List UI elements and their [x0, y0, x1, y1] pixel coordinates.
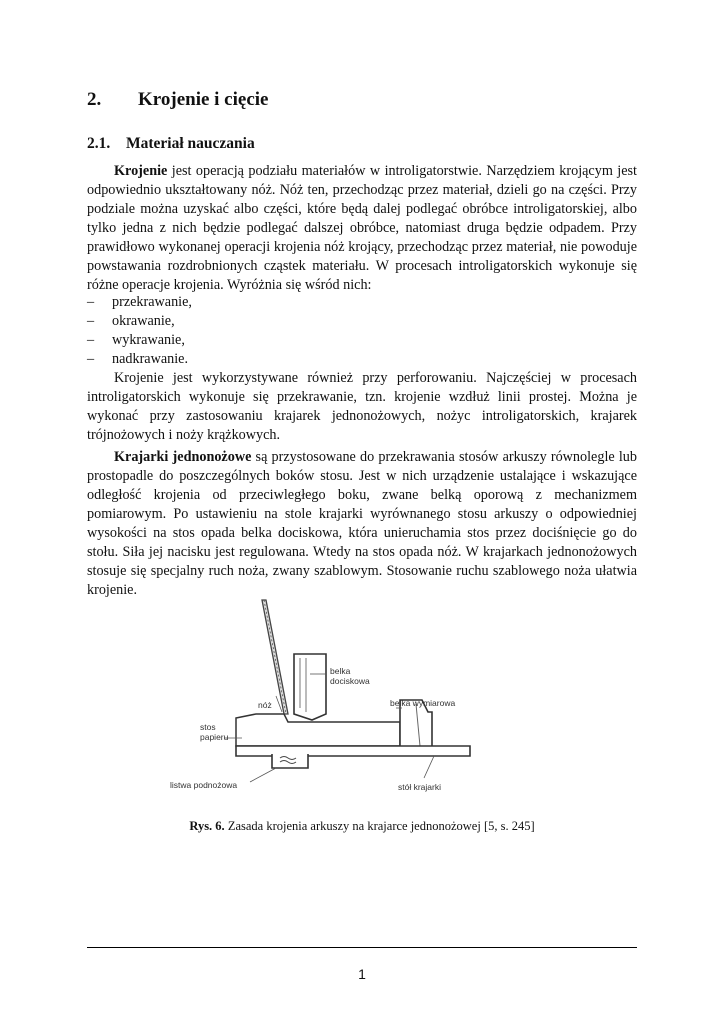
list-dash: –: [87, 313, 95, 329]
cutting-stick: [272, 754, 308, 768]
list-item-text: nadkrawanie.: [112, 351, 189, 367]
paper-stack: [236, 714, 400, 746]
list-item: [87, 331, 185, 350]
chapter-number: 2.: [87, 89, 102, 110]
label-press-beam-line1: belka: [330, 666, 351, 676]
label-press-beam: [330, 666, 370, 686]
label-press-beam-line2: dociskowa: [330, 676, 370, 686]
guillotine-diagram: [160, 596, 480, 808]
page-number: 1: [358, 966, 366, 982]
list-item-text: wykrawanie,: [112, 332, 185, 348]
paragraph-krojenie: [87, 162, 637, 295]
term-krajarki: Krajarki jednonożowe: [114, 449, 252, 465]
chapter-heading: [87, 89, 268, 111]
label-cutting-stick: listwa podnożowa: [170, 780, 238, 790]
list-dash: –: [87, 294, 95, 310]
label-table: stół krajarki: [398, 782, 441, 792]
cutting-table: [236, 746, 470, 756]
list-item-text: okrawanie,: [112, 313, 175, 329]
caption-text: Zasada krojenia arkuszy na krajarce jednonożowej [5, s. 245]: [224, 819, 535, 833]
term-krojenie: Krojenie: [114, 163, 168, 179]
paragraph-krajarki: [87, 448, 637, 600]
chapter-title: Krojenie i cięcie: [138, 89, 269, 110]
list-item: [87, 312, 175, 331]
section-title: Materiał nauczania: [126, 135, 255, 152]
list-item: [87, 293, 192, 312]
figure-caption: [0, 819, 724, 834]
label-back-gauge: belka wymiarowa: [390, 698, 456, 708]
paragraph-krojenie-text: jest operacją podziału materiałów w introligatorstwie. Narzędziem krojącym jest odpowiednio ukształtowany nóż. Nóż ten, przechodząc przez materiał, dzieli go na części. Przy podziale można uzyskać albo części, które będą dalej podlegać obróbce introligatorskiej, albo tylko jedna z nich będzie podlegać dalszej obróbce, natomiast druga będzie odpadem. Przy prawidłowo wykonanej operacji krojenia nóż krojący, przechodząc przez materiał, nie powoduje powstawania rozdrobnionych cząstek materiału. W procesach introligatorskich wykonuje się różne operacje krojenia. Wyróżnia się wśród nich:: [87, 163, 637, 293]
label-stack: [200, 722, 229, 742]
list-item-text: przekrawanie,: [112, 294, 192, 310]
list-item: [87, 350, 188, 369]
knife-blade: [262, 600, 288, 714]
list-dash: –: [87, 351, 95, 367]
paragraph-krajarki-text: są przystosowane do przekrawania stosów arkuszy równolegle lub prostopadle do poszczególnych boków stosu. Jest w nich urządzenie ustalające i wskazujące odległość krojenia od przeciwległego boku, zwane belką oporową z mechanizmem pomiarowym. Po ustawieniu na stole krajarki wyrównanego stosu arkuszy o odpowiedniej wysokości na stos opada belka dociskowa, która unieruchamia stos przez dociśnięcie go do stołu. Siła jej nacisku jest regulowana. Wtedy na stos opada nóż. W krajarkach jednonożowych stosuje się specjalny ruch noża, zwany szablowym. Stosowanie ruchu szablowego noża ułatwia krojenie.: [87, 449, 637, 598]
footer-divider: [87, 947, 637, 948]
section-heading: [87, 135, 255, 153]
paragraph-perforowanie: Krojenie jest wykorzystywane również przy perforowaniu. Najczęściej w procesach introligatorskich wykonuje się przekrawanie, tzn. krojenie wzdłuż linii prostej. Można je wykonać przy zastosowaniu krajarek jednonożowych, nożyc introligatorskich, krajarek trójnożowych i noży krążkowych.: [87, 370, 637, 443]
label-stack-line1: stos: [200, 722, 216, 732]
label-knife: nóż: [258, 700, 272, 710]
press-beam: [294, 654, 326, 720]
label-stack-line2: papieru: [200, 732, 229, 742]
list-dash: –: [87, 332, 95, 348]
section-number: 2.1.: [87, 135, 111, 152]
caption-label: Rys. 6.: [189, 819, 225, 833]
